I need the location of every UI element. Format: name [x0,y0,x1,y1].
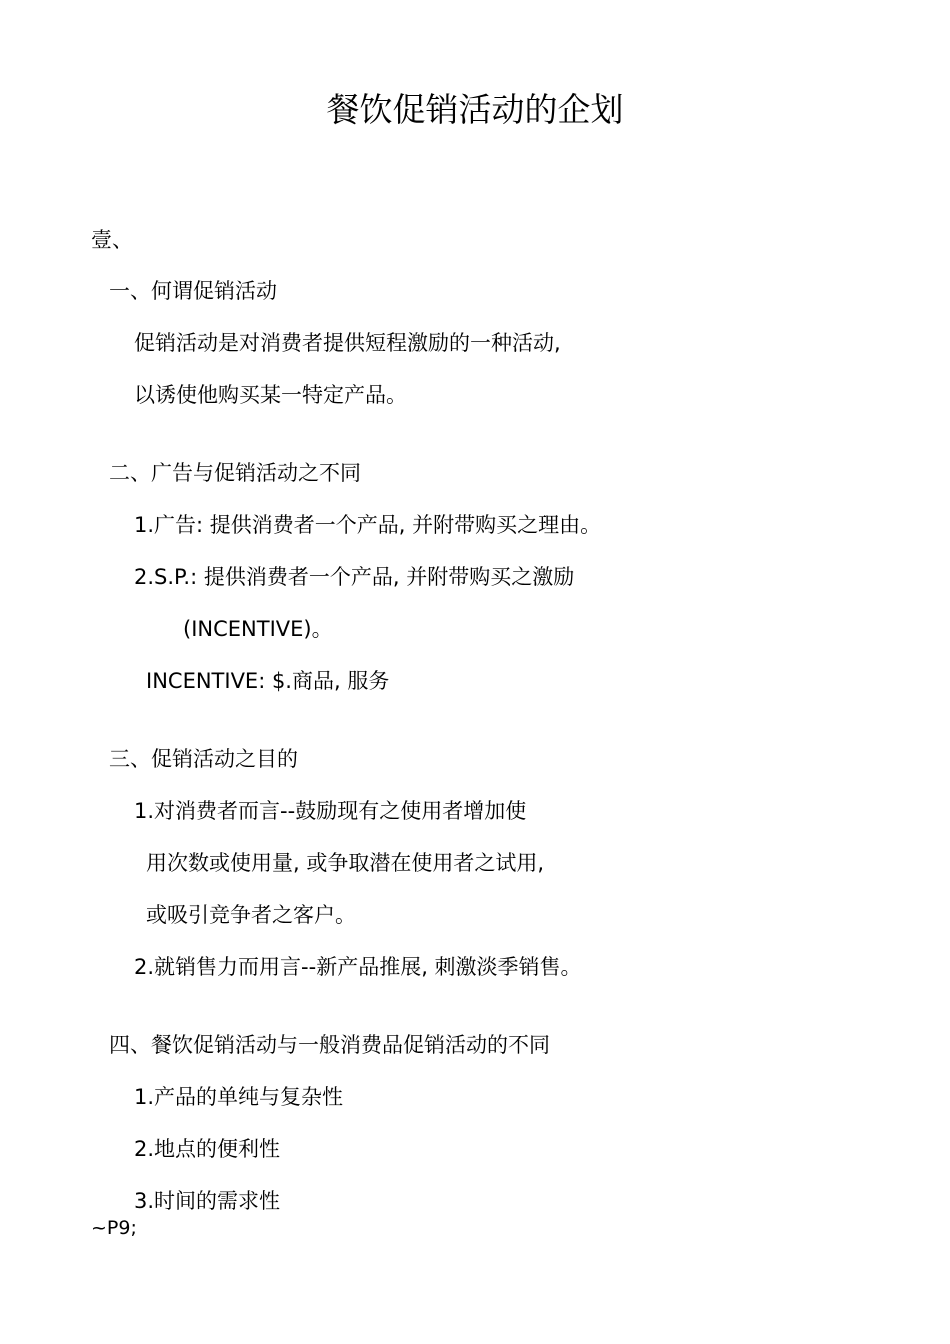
list-item-continuation: 或吸引竞争者之客户。 [146,903,356,927]
list-item-continuation: 用次数或使用量, 或争取潜在使用者之试用, [146,851,545,875]
paragraph-line: 促销活动是对消费者提供短程激励的一种活动, [134,331,561,355]
list-item: 3.时间的需求性 [134,1189,281,1213]
list-item: 2.地点的便利性 [134,1137,281,1161]
part-marker: 壹、 [91,228,133,252]
section-heading: 二、广告与促销活动之不同 [109,461,361,485]
document-title: 餐饮促销活动的企划 [326,90,624,129]
page-footer-marker: ~P9; [91,1217,137,1239]
section-heading: 一、何谓促销活动 [109,279,277,303]
list-item-continuation: (INCENTIVE)。 [183,617,333,641]
list-item: 1.产品的单纯与复杂性 [134,1085,344,1109]
section-heading: 三、促销活动之目的 [109,747,298,771]
list-item: 2.S.P.: 提供消费者一个产品, 并附带购买之激励 [134,565,575,589]
paragraph-line: 以诱使他购买某一特定产品。 [134,383,407,407]
list-item: 1.广告: 提供消费者一个产品, 并附带购买之理由。 [134,513,602,537]
section-heading: 四、餐饮促销活动与一般消费品促销活动的不同 [109,1033,550,1057]
list-item: 2.就销售力而用言--新产品推展, 刺激淡季销售。 [134,955,582,979]
list-item: 1.对消费者而言--鼓励现有之使用者增加使 [134,799,527,823]
note-line: INCENTIVE: $.商品, 服务 [146,669,390,693]
